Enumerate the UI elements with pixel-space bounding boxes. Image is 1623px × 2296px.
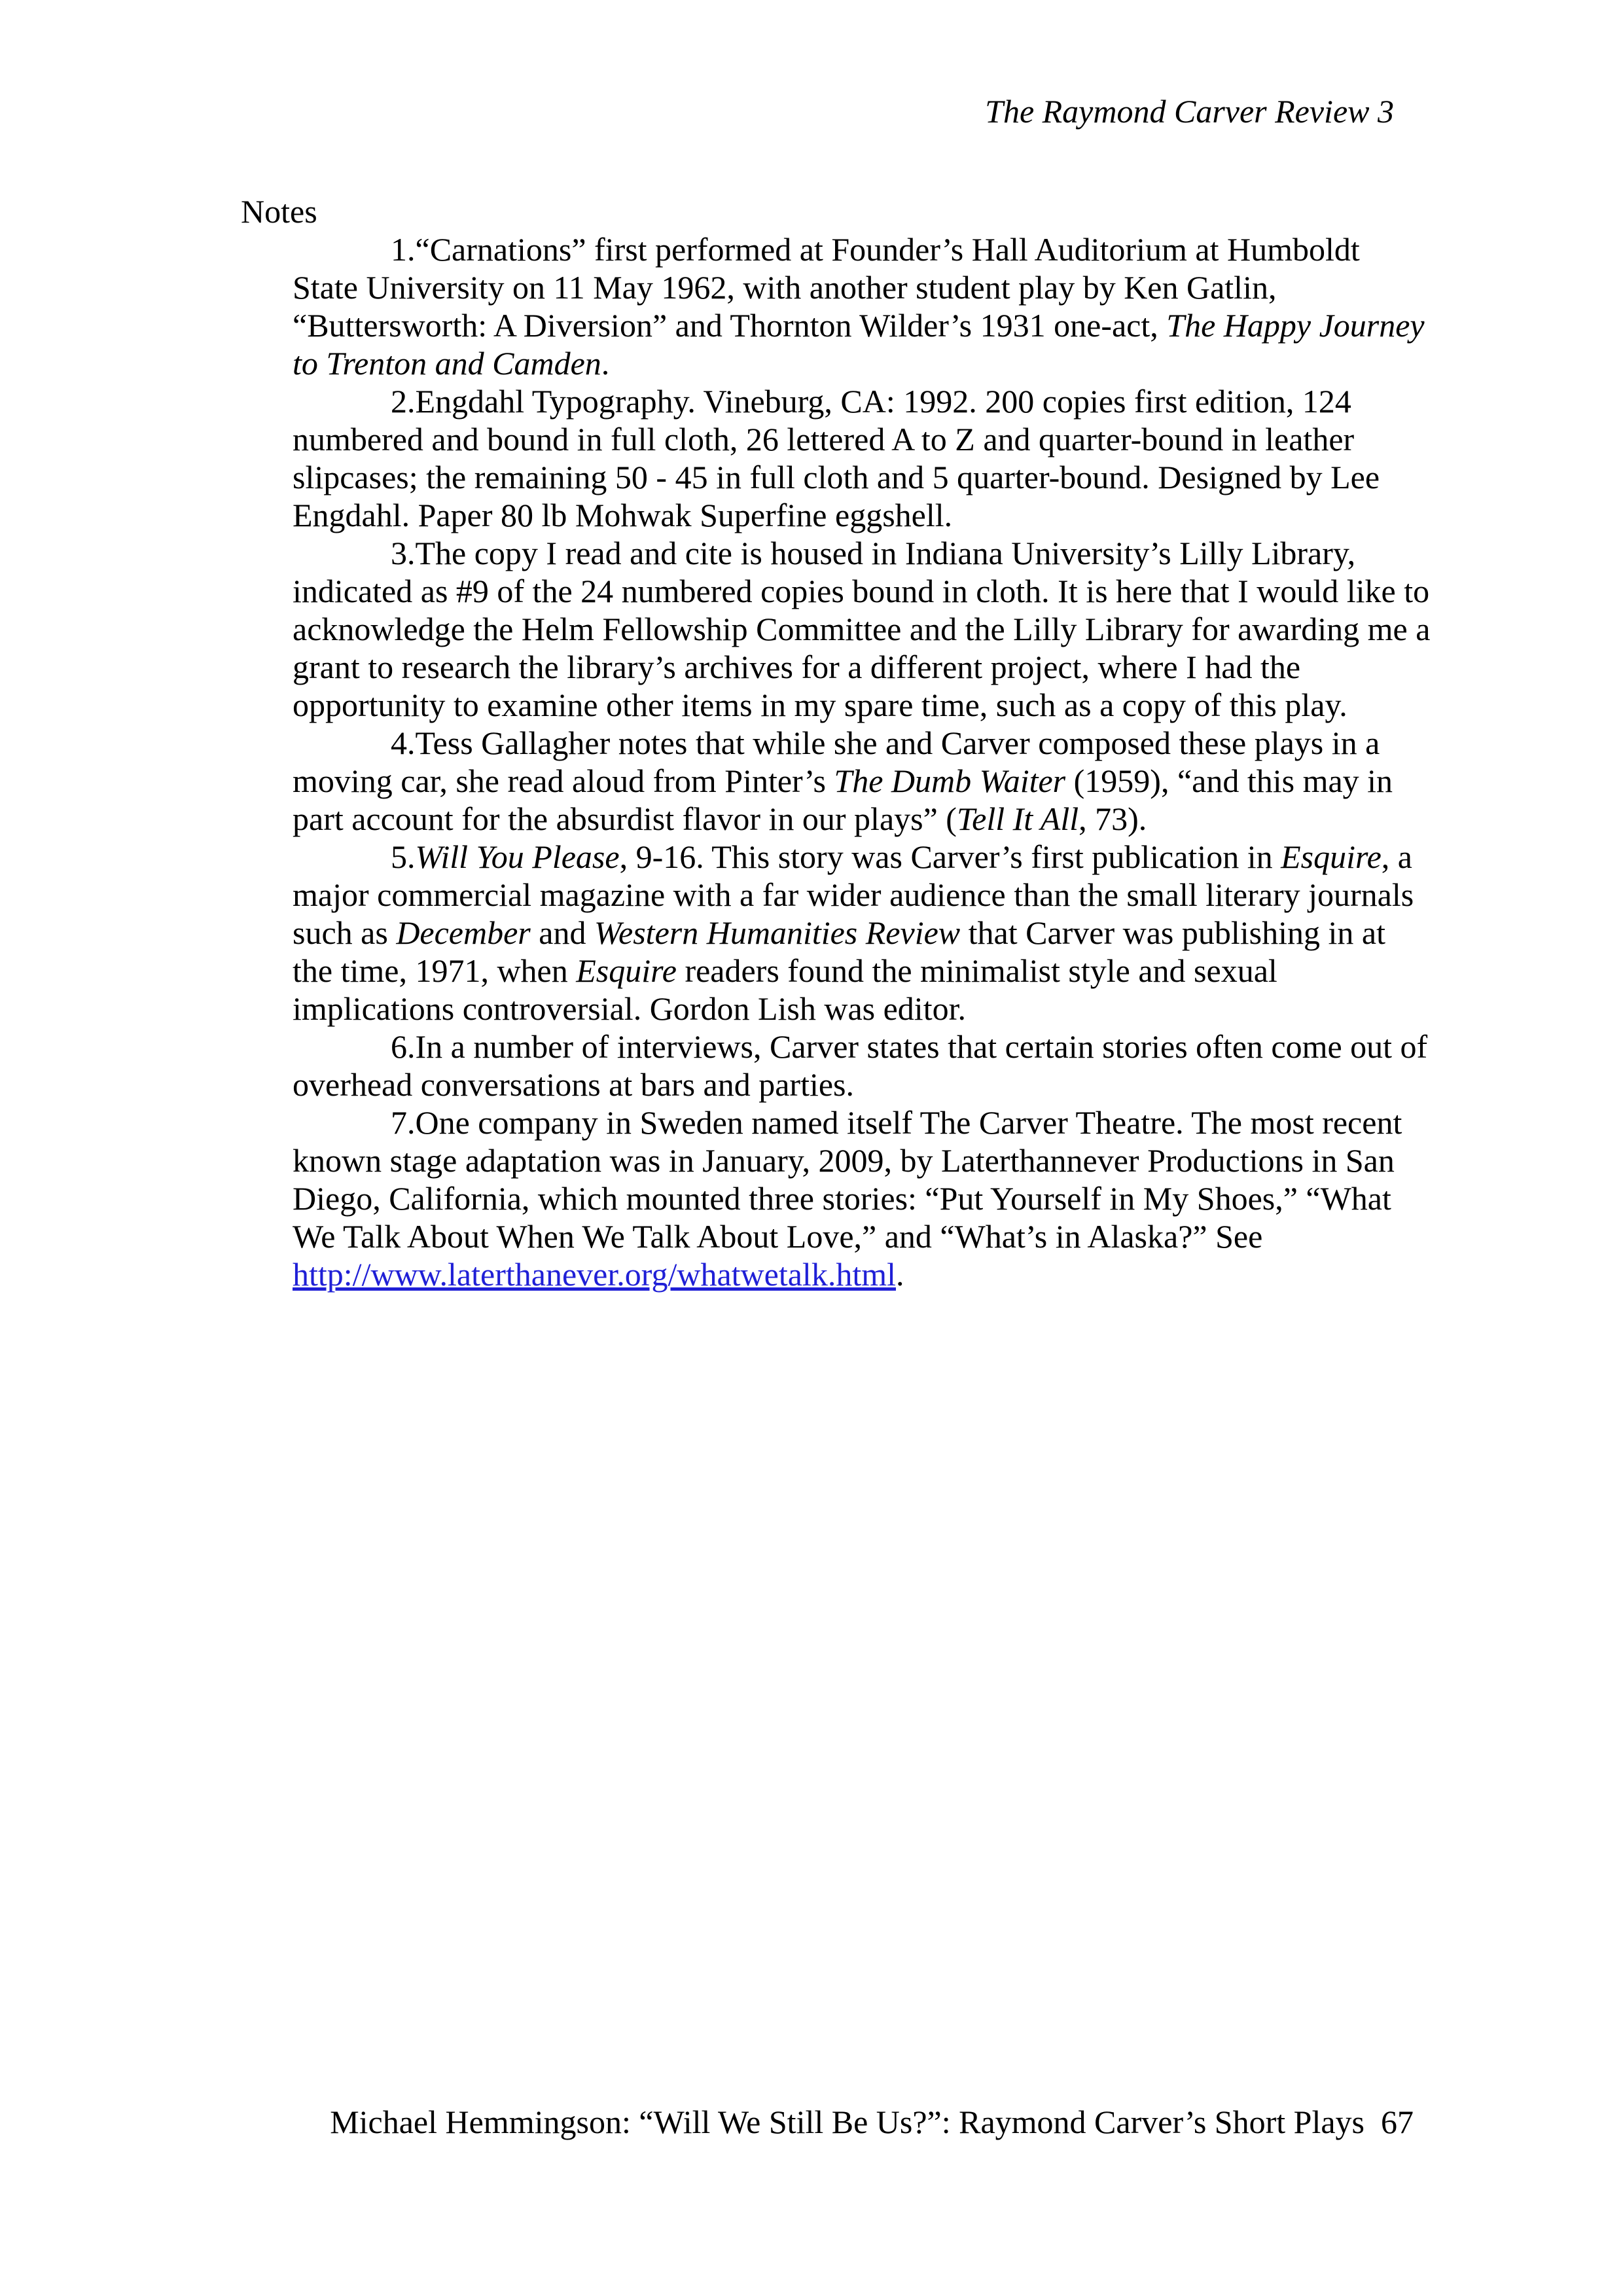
note-number: 7. xyxy=(391,1104,416,1141)
note-7 xyxy=(293,1103,1431,1293)
note-text: , 9-16. This story was Carver’s first publication in xyxy=(619,838,1281,875)
note-text: Engdahl Typography. Vineburg, CA: 1992. 200 copies first edition, 124 numbered and bound in full cloth, 26 lettered A to Z and quarter-bound in leather slipcases; the remaining 50 - 45 in full cloth and 5 quarter-bound. Designed by Lee Engdahl. Paper 80 lb Mohwak Superfine eggshell. xyxy=(293,383,1380,533)
note-1 xyxy=(293,230,1431,382)
note-text: , 73). xyxy=(1079,800,1147,837)
note-3 xyxy=(293,534,1431,724)
notes-list xyxy=(293,230,1431,1293)
note-5 xyxy=(293,838,1431,1028)
note-text: The copy I read and cite is housed in Indiana University’s Lilly Library, indicated as #9 of the 24 numbered copies bound in cloth. It is here that I would like to acknowledge the Helm Fellowship Committee and the Lilly Library for awarding me a grant to research the library’s archives for a different project, where I had the opportunity to examine other items in my spare time, such as a copy of this play. xyxy=(293,535,1431,723)
note-number: 4. xyxy=(391,725,416,761)
running-header: The Raymond Carver Review 3 xyxy=(985,93,1394,130)
note-italic-title: Western Humanities Review xyxy=(594,914,961,951)
note-6 xyxy=(293,1028,1431,1103)
note-italic-title: Will You Please xyxy=(415,838,620,875)
note-number: 3. xyxy=(391,535,416,571)
note-text: . xyxy=(896,1256,904,1293)
note-italic-title: December xyxy=(396,914,531,951)
running-footer xyxy=(262,2102,1414,2142)
note-text: “Carnations” first performed at Founder’s Hall Auditorium at Humboldt State University on 11 May 1962, with another student play by Ken Gatlin, “Buttersworth: A Diversion” and Thornton Wilder’s 1931 one-act, xyxy=(293,231,1360,344)
note-number: 6. xyxy=(391,1028,416,1065)
note-text: readers found the minimalist style and sexual implications controversial. Gordon Lish was editor. xyxy=(293,952,1277,1027)
note-2 xyxy=(293,382,1431,534)
note-italic-title: Esquire xyxy=(1281,838,1382,875)
note-italic-title: Esquire xyxy=(576,952,677,989)
footer-citation: Michael Hemmingson: “Will We Still Be Us?”: Raymond Carver’s Short Plays xyxy=(330,2104,1364,2140)
page-number: 67 xyxy=(1381,2104,1414,2140)
note-italic-title: Tell It All xyxy=(956,800,1079,837)
note-number: 2. xyxy=(391,383,416,420)
note-text: (1959), “and this may in part account for the absurdist flavor in our plays” ( xyxy=(293,762,1393,837)
note-text: and xyxy=(530,914,594,951)
note-text: . xyxy=(601,345,610,382)
note-text: , a major commercial magazine with a far wider audience than the small literary journals such as xyxy=(293,838,1414,951)
note-4 xyxy=(293,724,1431,838)
note-italic-title: The Happy Journey to Trenton and Camden xyxy=(293,307,1425,382)
note-text: that Carver was publishing in at the time, 1971, when xyxy=(293,914,1386,989)
note-italic-title: The Dumb Waiter xyxy=(834,762,1066,799)
note-text: In a number of interviews, Carver states that certain stories often come out of overhead conversations at bars and parties. xyxy=(293,1028,1428,1103)
note-number: 1. xyxy=(391,231,416,268)
note-text: Tess Gallagher notes that while she and Carver composed these plays in a moving car, she read aloud from Pinter’s xyxy=(293,725,1380,799)
notes-heading: Notes xyxy=(241,193,317,230)
note-text: One company in Sweden named itself The Carver Theatre. The most recent known stage adaptation was in January, 2009, by Laterthannever Productions in San Diego, California, which mounted three stories: “Put Yourself in My Shoes,” “What We Talk About When We Talk About Love,” and “What’s in Alaska?” See xyxy=(293,1104,1402,1255)
note-number: 5. xyxy=(391,838,416,875)
note-link[interactable]: http://www.laterthanever.org/whatwetalk.html xyxy=(293,1256,896,1293)
